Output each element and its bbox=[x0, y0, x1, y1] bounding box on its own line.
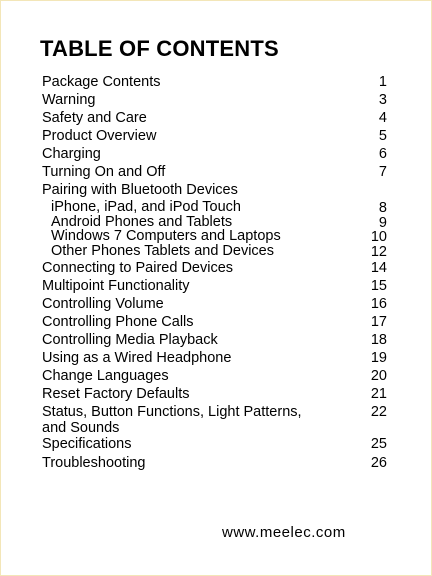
toc-entry-label: Multipoint Functionality bbox=[42, 278, 190, 294]
toc-entry-label: Using as a Wired Headphone bbox=[42, 350, 232, 366]
toc-entry-page: 16 bbox=[370, 296, 387, 312]
toc-entry-label: Troubleshooting bbox=[42, 455, 146, 471]
toc-entry-page: 25 bbox=[370, 436, 387, 452]
toc-entry-page: 3 bbox=[378, 92, 387, 108]
toc-entry-label: Charging bbox=[42, 146, 101, 162]
toc-entry-page: 26 bbox=[370, 455, 387, 471]
toc-entry-page: 7 bbox=[378, 164, 387, 180]
toc-entry-label: Windows 7 Computers and Laptops bbox=[51, 228, 281, 244]
toc-entry-label: Package Contents bbox=[42, 74, 161, 90]
toc-entry-label: Connecting to Paired Devices bbox=[42, 260, 234, 276]
page-title: TABLE OF CONTENTS bbox=[40, 36, 279, 61]
toc-entry-page: 6 bbox=[378, 146, 387, 162]
toc-entry-page: 4 bbox=[378, 110, 387, 126]
toc-entry-label: Android Phones and Tablets bbox=[51, 213, 233, 230]
toc-entry-page: 20 bbox=[370, 368, 387, 384]
toc-entry-label: Turning On and Off bbox=[42, 164, 166, 180]
toc-entry-label: Controlling Media Playback bbox=[42, 332, 218, 348]
toc-entry-page: 22 bbox=[370, 404, 387, 420]
toc-entry-label: Reset Factory Defaults bbox=[42, 386, 190, 402]
toc-entry-page: 1 bbox=[378, 74, 387, 90]
toc-entry-page: 10 bbox=[370, 229, 387, 245]
toc-entry-page: 9 bbox=[378, 214, 387, 231]
toc-entry-label: Other Phones Tablets and Devices bbox=[51, 242, 275, 259]
toc-entry-page: 5 bbox=[378, 128, 387, 144]
toc-entry-page: 21 bbox=[370, 386, 387, 402]
toc-entry-page: 14 bbox=[370, 260, 387, 276]
toc-entry-label: Safety and Care bbox=[42, 110, 147, 126]
toc-entry-page: 15 bbox=[370, 278, 387, 294]
toc-entry-label: iPhone, iPad, and iPod Touch bbox=[51, 199, 241, 215]
toc-entry-label: Change Languages bbox=[42, 368, 169, 384]
toc-entry-label: Controlling Volume bbox=[42, 296, 164, 312]
toc-entry-label: Pairing with Bluetooth Devices bbox=[42, 182, 238, 198]
toc-entry-label: Status, Button Functions, Light Patterns, and Sounds bbox=[42, 404, 302, 436]
website-url: www.meelec.com bbox=[222, 524, 346, 541]
toc-entry-label: Warning bbox=[42, 92, 96, 108]
toc-entry-page: 17 bbox=[370, 314, 387, 330]
toc-entry-label: Product Overview bbox=[42, 128, 157, 144]
toc-entry-page: 18 bbox=[370, 332, 387, 348]
toc-entry-page: 12 bbox=[370, 243, 387, 260]
toc-entry-page: 19 bbox=[370, 350, 387, 366]
toc-entry-page: 8 bbox=[378, 200, 387, 216]
toc-entry-label: Specifications bbox=[42, 436, 132, 452]
toc-entry-label: Controlling Phone Calls bbox=[42, 314, 194, 330]
